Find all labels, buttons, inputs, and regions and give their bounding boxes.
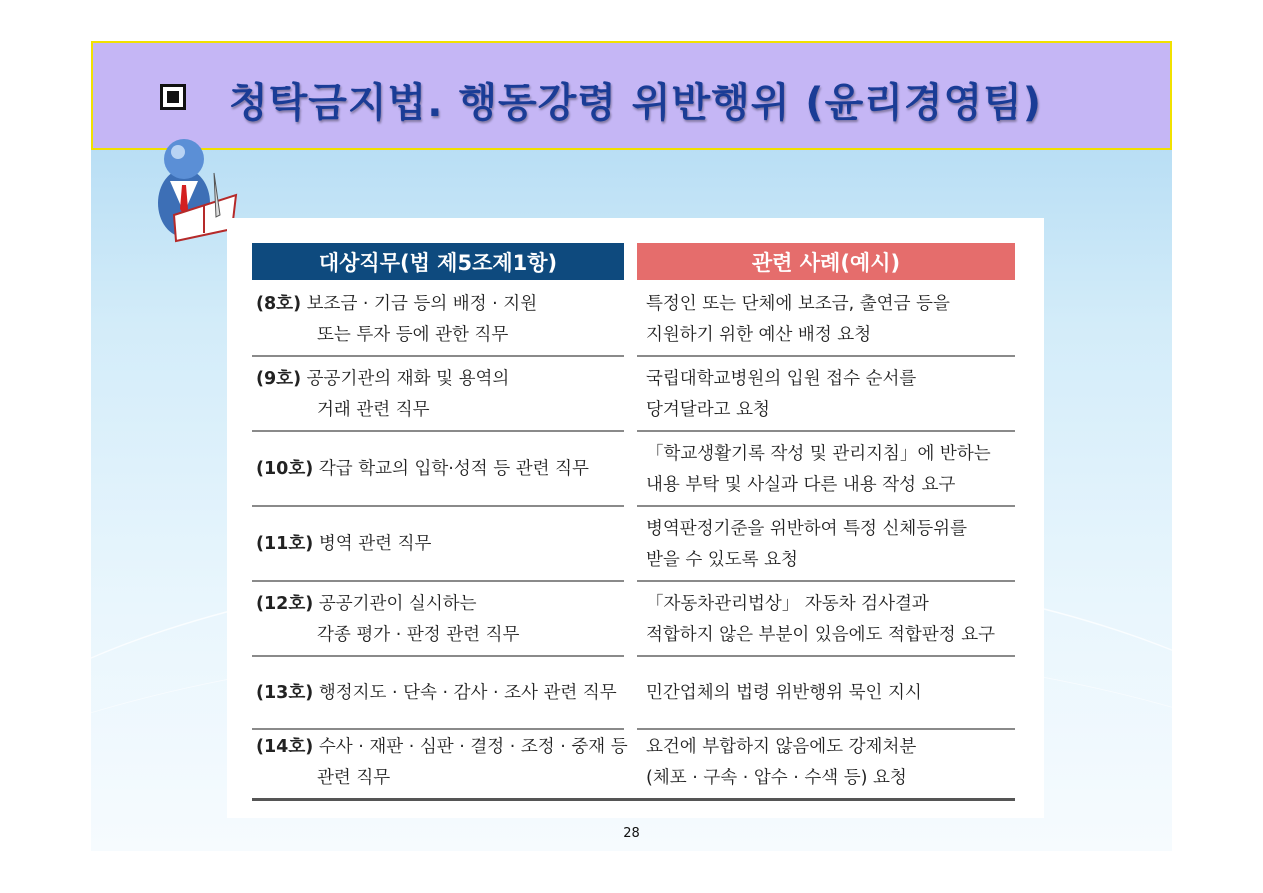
table-row (252, 657, 1015, 730)
duty-cell (256, 357, 626, 432)
title-bar (91, 41, 1172, 150)
duty-cell (256, 730, 626, 796)
table-row (252, 357, 1015, 432)
duty-text: 공공기관이 실시하는 (318, 593, 477, 614)
table-row (252, 730, 1015, 796)
page-title: 청탁금지법. 행동강령 위반행위 (윤리경영팀) (229, 80, 1043, 126)
person-writing-icon (148, 133, 238, 243)
case-text: 내용 부탁 및 사실과 다른 내용 작성 요구 (646, 474, 956, 495)
case-cell (646, 432, 1016, 507)
square-bullet-icon (160, 84, 186, 110)
case-text: (체포 · 구속 · 압수 · 수색 등) 요청 (646, 768, 907, 788)
column-header-related-cases: 관련 사례(예시) (637, 243, 1015, 280)
case-text: 당겨달라고 요청 (646, 399, 770, 420)
duty-text: 관련 직무 (317, 768, 391, 788)
clause-number: (12호) (256, 593, 314, 614)
table-row (252, 432, 1015, 507)
duty-text: 거래 관련 직무 (317, 399, 430, 420)
case-cell (646, 582, 1016, 657)
case-text: 받을 수 있도록 요청 (646, 549, 798, 570)
case-cell (646, 657, 1016, 730)
case-text: 「학교생활기록 작성 및 관리지침」에 반하는 (646, 443, 991, 464)
case-cell (646, 357, 1016, 432)
duty-cell (256, 582, 626, 657)
case-cell (646, 730, 1016, 796)
case-cell (646, 507, 1016, 582)
case-text: 병역판정기준을 위반하여 특정 신체등위를 (646, 518, 967, 539)
duty-text: 각종 평가 · 판정 관련 직무 (317, 624, 520, 645)
table-bottom-rule (252, 798, 1015, 801)
table-row (252, 582, 1015, 657)
duty-text: 공공기관의 재화 및 용역의 (306, 368, 510, 389)
duty-cell (256, 432, 626, 507)
case-text: 특정인 또는 단체에 보조금, 출연금 등을 (646, 293, 950, 314)
case-text: 「자동차관리법상」 자동차 검사결과 (646, 593, 929, 614)
case-text: 요건에 부합하지 않음에도 강제처분 (646, 737, 917, 757)
duty-text: 행정지도 · 단속 · 감사 · 조사 관련 직무 (318, 683, 617, 703)
clause-number: (8호) (256, 293, 302, 314)
case-text: 지원하기 위한 예산 배정 요청 (646, 324, 872, 345)
table-row (252, 507, 1015, 582)
content-panel (227, 218, 1044, 818)
duty-text: 수사 · 재판 · 심판 · 결정 · 조정 · 중재 등 (318, 737, 628, 757)
page-number: 28 (623, 826, 640, 841)
clause-number: (11호) (256, 534, 314, 554)
table-row (252, 282, 1015, 357)
case-text: 국립대학교병원의 입원 접수 순서를 (646, 368, 917, 389)
clause-number: (14호) (256, 737, 314, 757)
case-text: 민간업체의 법령 위반행위 묵인 지시 (646, 683, 922, 703)
clause-number: (10호) (256, 459, 314, 479)
case-cell (646, 282, 1016, 357)
duty-text: 또는 투자 등에 관한 직무 (317, 324, 509, 345)
duty-text: 병역 관련 직무 (318, 534, 432, 554)
clause-number: (9호) (256, 368, 302, 389)
duty-text: 각급 학교의 입학·성적 등 관련 직무 (318, 459, 589, 479)
duty-text: 보조금 · 기금 등의 배정 · 지원 (306, 293, 538, 314)
case-text: 적합하지 않은 부분이 있음에도 적합판정 요구 (646, 624, 996, 645)
duty-cell (256, 282, 626, 357)
duty-cell (256, 507, 626, 582)
clause-number: (13호) (256, 683, 314, 703)
duty-cell (256, 657, 626, 730)
column-header-target-duties: 대상직무(법 제5조제1항) (252, 243, 624, 280)
